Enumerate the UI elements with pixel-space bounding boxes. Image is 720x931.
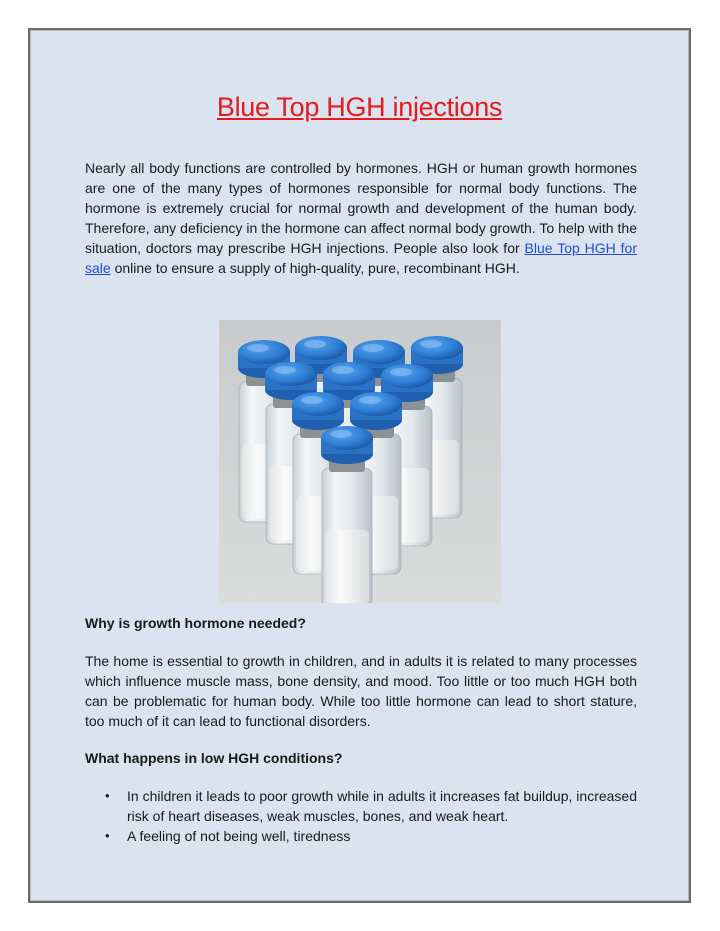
vials-photo xyxy=(219,320,501,603)
intro-text-after: online to ensure a supply of high-quality, pure, recombinant HGH. xyxy=(110,260,520,276)
section-heading-why: Why is growth hormone needed? xyxy=(85,615,306,631)
bullet-icon: • xyxy=(105,828,110,843)
blue-top-hgh-link[interactable]: Blue Top HGH for sale xyxy=(85,240,637,276)
vial xyxy=(321,426,373,603)
low-hgh-list xyxy=(85,786,637,846)
intro-paragraph xyxy=(85,158,637,278)
intro-text-before: Nearly all body functions are controlled by hormones. HGH or human growth hormones are one of the many types of hormones responsible for normal body functions. The hormone is extremely crucial for normal growth and development of the human body. Therefore, any deficiency in the hormone can affect normal body growth. To help with the situation, doctors may prescribe HGH injections. People also look for xyxy=(85,160,637,256)
list-item xyxy=(85,826,637,846)
bullet-icon: • xyxy=(105,788,110,803)
page-title: Blue Top HGH injections xyxy=(216,92,503,122)
why-paragraph: The home is essential to growth in children, and in adults it is related to many processes which influence muscle mass, bone density, and mood. Too little or too much HGH both can be problematic for human body. While too little hormone can lead to short stature, too much of it can lead to functional disorders. xyxy=(85,653,637,729)
section-heading-low-hgh: What happens in low HGH conditions? xyxy=(85,750,343,766)
document-page xyxy=(28,28,691,903)
list-item xyxy=(85,786,637,826)
list-item-text: In children it leads to poor growth while in adults it increases fat buildup, increased risk of heart diseases, weak muscles, bones, and weak heart. xyxy=(127,788,637,824)
list-item-text: A feeling of not being well, tiredness xyxy=(127,828,351,844)
